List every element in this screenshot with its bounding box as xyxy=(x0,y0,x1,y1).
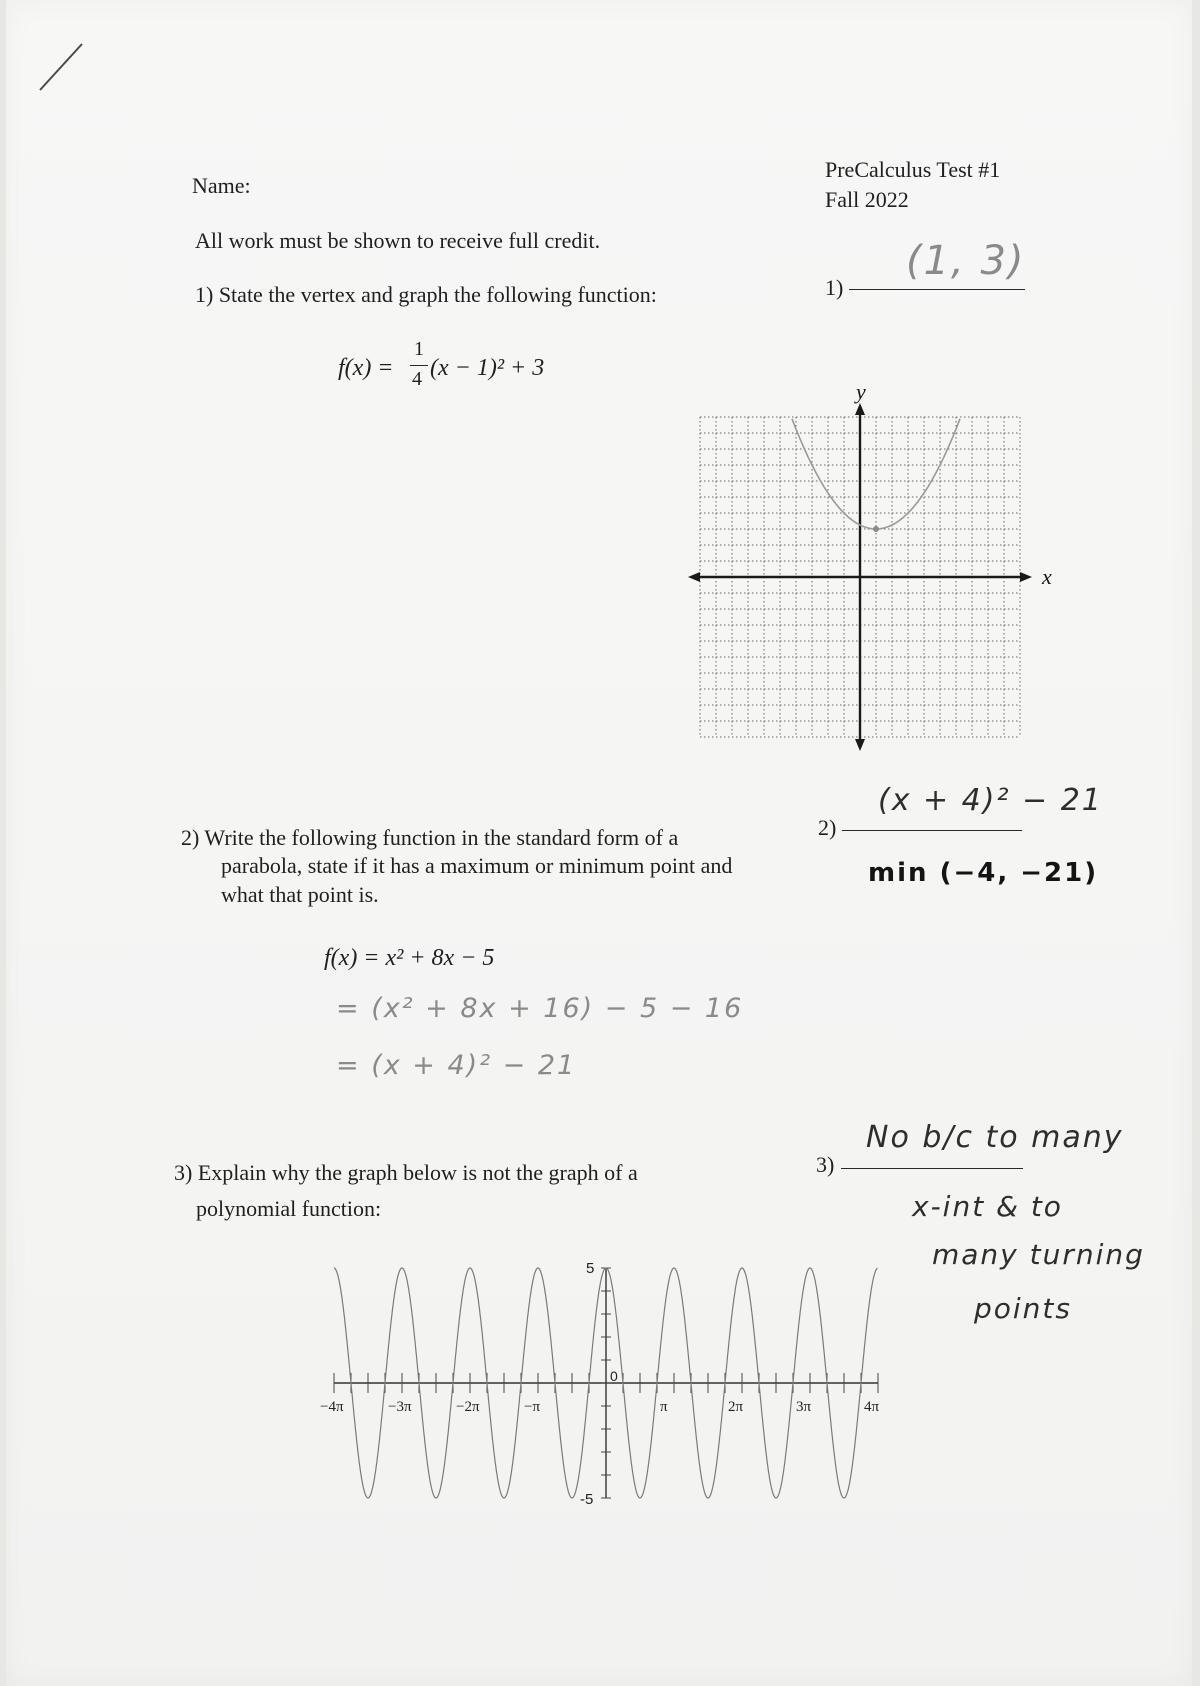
q3-prompt-line2: polynomial function: xyxy=(196,1196,382,1221)
name-label: Name: xyxy=(192,173,251,198)
y-min-label: -5 xyxy=(580,1491,594,1508)
instructions: All work must be shown to receive full credit. xyxy=(195,228,601,253)
q3-answer-line xyxy=(841,1168,1023,1169)
q2-work-line1: = (x² + 8x + 16) − 5 − 16 xyxy=(336,993,744,1024)
q2-work-line2: = (x + 4)² − 21 xyxy=(336,1050,577,1081)
pen-mark xyxy=(36,40,96,100)
q3-answer-line2: x-int & to xyxy=(912,1190,1063,1223)
q2-function: f(x) = x² + 8x − 5 xyxy=(324,945,495,971)
q2-answer-label: 2) xyxy=(818,815,837,840)
q3-cosine-graph xyxy=(306,1250,906,1508)
x-tick-label: 3π xyxy=(796,1399,812,1415)
q1-function-rhs: (x − 1)² + 3 xyxy=(430,355,545,381)
q1-prompt: 1) State the vertex and graph the following function: xyxy=(195,282,657,307)
q3-answer-label: 3) xyxy=(816,1152,835,1177)
q2-answer-line xyxy=(842,830,1022,831)
q3-answer: No b/c to many xyxy=(866,1120,1124,1155)
x-tick-label: −2π xyxy=(456,1399,480,1415)
y-arrow-down xyxy=(855,739,865,751)
test-page xyxy=(6,0,1192,1686)
q3-answer-line3: many turning xyxy=(932,1238,1145,1271)
q2-answer-extra: min (−4, −21) xyxy=(868,858,1099,888)
q2-answer: (x + 4)² − 21 xyxy=(878,783,1103,818)
q2-prompt-line1: 2) Write the following function in the standard form of a xyxy=(181,825,679,850)
q1-answer-line xyxy=(849,289,1025,290)
x-axis-label: x xyxy=(1042,564,1052,589)
q1-function-lhs: f(x) = xyxy=(338,355,394,381)
y-max-label: 5 xyxy=(586,1260,595,1277)
x-tick-label: 4π xyxy=(864,1399,880,1415)
x-tick-label: π xyxy=(660,1399,668,1415)
vertex-point xyxy=(873,526,879,532)
y-axis-label: y xyxy=(856,379,866,404)
x-tick-label: −π xyxy=(524,1399,541,1415)
y-arrow-up xyxy=(855,403,865,415)
q1-fraction-bar xyxy=(410,365,428,366)
course-title: PreCalculus Test #1 xyxy=(825,157,1001,182)
term-label: Fall 2022 xyxy=(825,187,909,212)
q3-prompt-line1: 3) Explain why the graph below is not the graph of a xyxy=(174,1160,638,1185)
q1-coordinate-grid xyxy=(690,379,1052,780)
x-arrow-left xyxy=(688,572,700,582)
q1-answer-label: 1) xyxy=(825,275,844,300)
q2-prompt-line3: what that point is. xyxy=(221,882,379,907)
origin-label: 0 xyxy=(610,1368,618,1384)
q1-answer: (1, 3) xyxy=(906,238,1026,284)
q1-fraction-num: 1 xyxy=(414,338,424,360)
q2-prompt-line2: parabola, state if it has a maximum or minimum point and xyxy=(221,853,733,878)
x-arrow-right xyxy=(1020,572,1032,582)
q3-answer-line4: points xyxy=(974,1292,1072,1325)
x-tick-label: 2π xyxy=(728,1399,744,1415)
x-tick-label: −3π xyxy=(388,1399,412,1415)
x-tick-label: −4π xyxy=(320,1399,344,1415)
q1-fraction-den: 4 xyxy=(412,368,422,390)
